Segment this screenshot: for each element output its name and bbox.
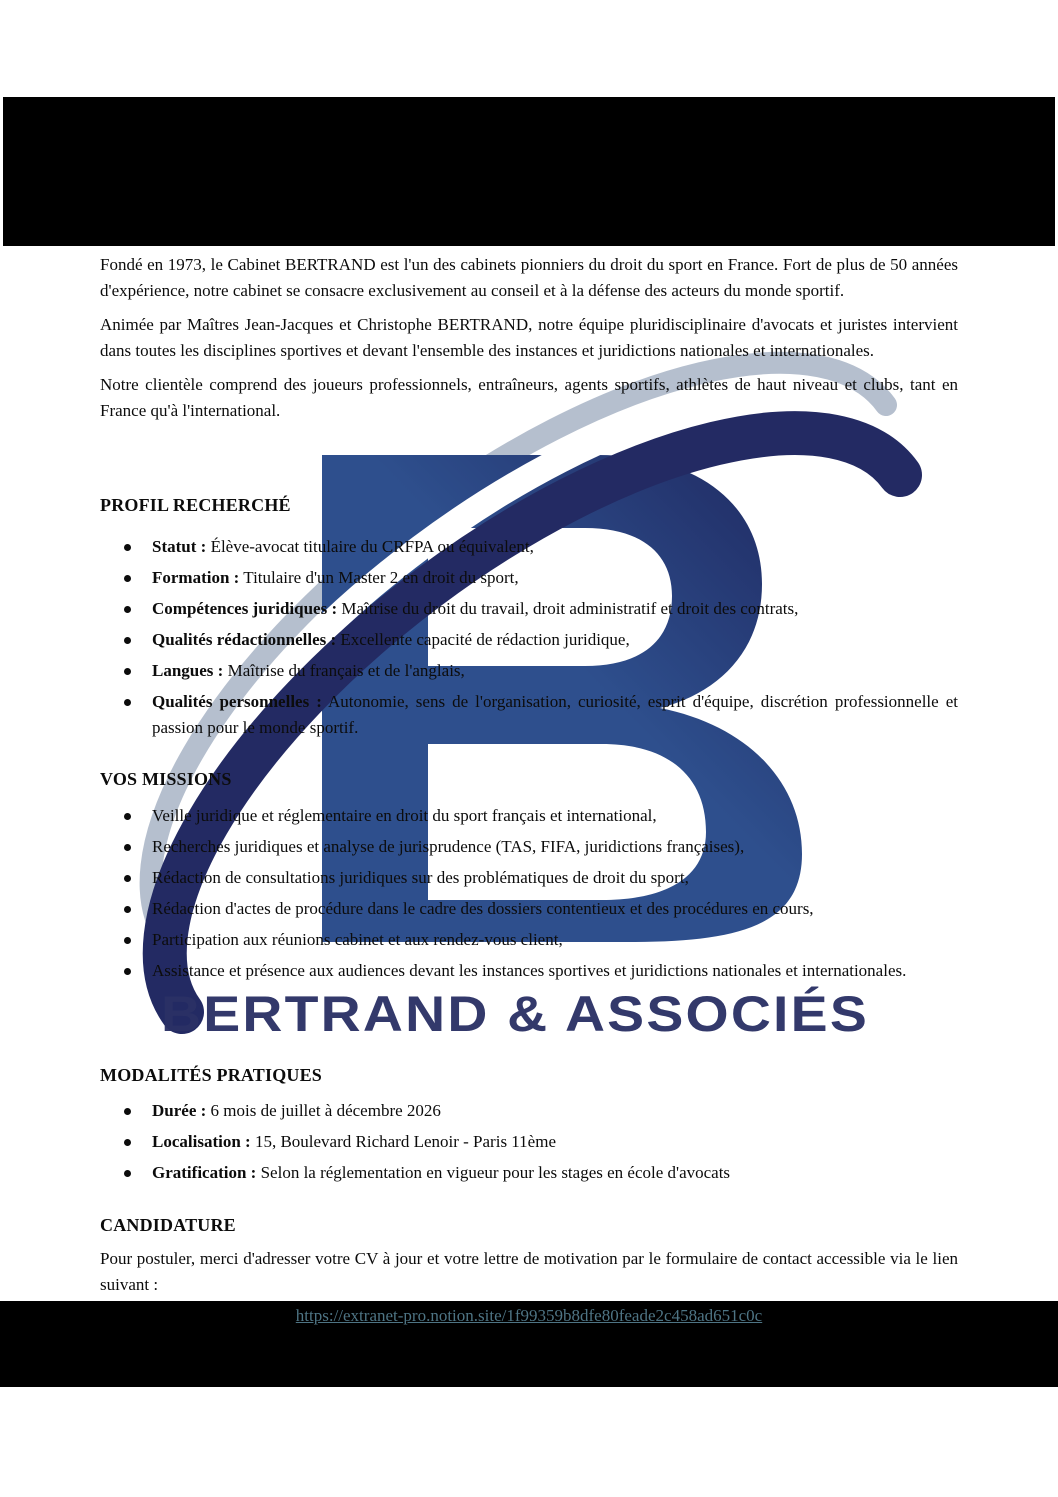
intro-paragraph-3: Notre clientèle comprend des joueurs professionnels, entraîneurs, agents sportifs, athlètes de haut niveau et clubs, tant en France qu'à l'international.	[100, 375, 958, 420]
intro-section	[100, 252, 958, 432]
item-text: Titulaire d'un Master 2 en droit du sport,	[243, 568, 519, 587]
list-item	[152, 596, 958, 622]
item-text: Veille juridique et réglementaire en droit du sport français et international,	[152, 806, 657, 825]
item-text: Selon la réglementation en vigueur pour les stages en école d'avocats	[260, 1163, 731, 1182]
item-label: Qualités rédactionnelles :	[152, 630, 337, 649]
modalites-section	[100, 1062, 958, 1191]
item-text: Rédaction d'actes de procédure dans le cadre des dossiers contentieux et des procédures en cours,	[152, 899, 814, 918]
list-item	[152, 958, 958, 984]
item-label: Formation :	[152, 568, 240, 587]
candidature-title: CANDIDATURE	[100, 1215, 236, 1235]
item-text: Maîtrise du français et de l'anglais,	[227, 661, 465, 680]
item-label: Statut :	[152, 537, 207, 556]
list-item	[152, 896, 958, 922]
list-item	[152, 1129, 958, 1155]
list-item	[152, 689, 958, 741]
list-item	[152, 565, 958, 591]
list-item	[152, 658, 958, 684]
list-item	[152, 1098, 958, 1124]
missions-section	[100, 766, 958, 989]
apply-link[interactable]: https://extranet-pro.notion.site/1f99359b8dfe80feade2c458ad651c0c	[295, 1306, 763, 1325]
item-text: 15, Boulevard Richard Lenoir - Paris 11ème	[254, 1132, 556, 1151]
item-label: Langues :	[152, 661, 224, 680]
list-item	[152, 803, 958, 829]
modalites-list	[152, 1098, 958, 1186]
item-text: Rédaction de consultations juridiques sur des problématiques de droit du sport,	[152, 868, 689, 887]
item-text: Excellente capacité de rédaction juridique,	[340, 630, 630, 649]
item-label: Localisation :	[152, 1132, 251, 1151]
item-label: Durée :	[152, 1101, 207, 1120]
apply-link-wrap	[0, 1301, 1058, 1326]
list-item	[152, 534, 958, 560]
item-label: Compétences juridiques :	[152, 599, 338, 618]
item-label: Gratification :	[152, 1163, 257, 1182]
profil-title: PROFIL RECHERCHÉ	[100, 495, 291, 515]
item-text: Participation aux réunions cabinet et aux rendez-vous client,	[152, 930, 563, 949]
modalites-title: MODALITÉS PRATIQUES	[100, 1065, 323, 1085]
candidature-section	[100, 1212, 958, 1306]
item-text: Assistance et présence aux audiences devant les instances sportives et juridictions nationales et internationales.	[152, 961, 907, 980]
item-text: Autonomie, sens de l'organisation, curiosité, esprit d'équipe, discrétion professionnelle et passion pour le monde sportif.	[152, 692, 958, 737]
item-text: Recherches juridiques et analyse de jurisprudence (TAS, FIFA, juridictions françaises),	[152, 837, 745, 856]
logo-wordmark: BERTRAND & ASSOCIÉS	[161, 986, 869, 1042]
item-text: Élève-avocat titulaire du CRFPA ou équivalent,	[210, 537, 534, 556]
missions-title: VOS MISSIONS	[100, 769, 232, 789]
intro-paragraph-2: Animée par Maîtres Jean-Jacques et Christophe BERTRAND, notre équipe pluridisciplinaire d'avocats et juristes intervient dans toutes les disciplines sportives et devant l'ensemble des instances et juridictions nationales et internationales.	[100, 315, 958, 360]
list-item	[152, 1160, 958, 1186]
list-item	[152, 927, 958, 953]
missions-list	[152, 803, 958, 984]
item-label: Qualités personnelles :	[152, 692, 322, 711]
bottom-banner	[0, 1301, 1058, 1387]
profil-list	[152, 534, 958, 741]
top-banner	[3, 97, 1055, 246]
list-item	[152, 627, 958, 653]
profil-section	[100, 492, 958, 746]
list-item	[152, 834, 958, 860]
item-text: Maîtrise du droit du travail, droit administratif et droit des contrats,	[341, 599, 799, 618]
candidature-paragraph: Pour postuler, merci d'adresser votre CV à jour et votre lettre de motivation par le formulaire de contact accessible via le lien suivant :	[100, 1249, 958, 1294]
intro-paragraph-1: Fondé en 1973, le Cabinet BERTRAND est l'un des cabinets pionniers du droit du sport en France. Fort de plus de 50 années d'expérience, notre cabinet se consacre exclusivement au conseil et à la défense des acteurs du monde sportif.	[100, 255, 958, 300]
list-item	[152, 865, 958, 891]
item-text: 6 mois de juillet à décembre 2026	[210, 1101, 441, 1120]
